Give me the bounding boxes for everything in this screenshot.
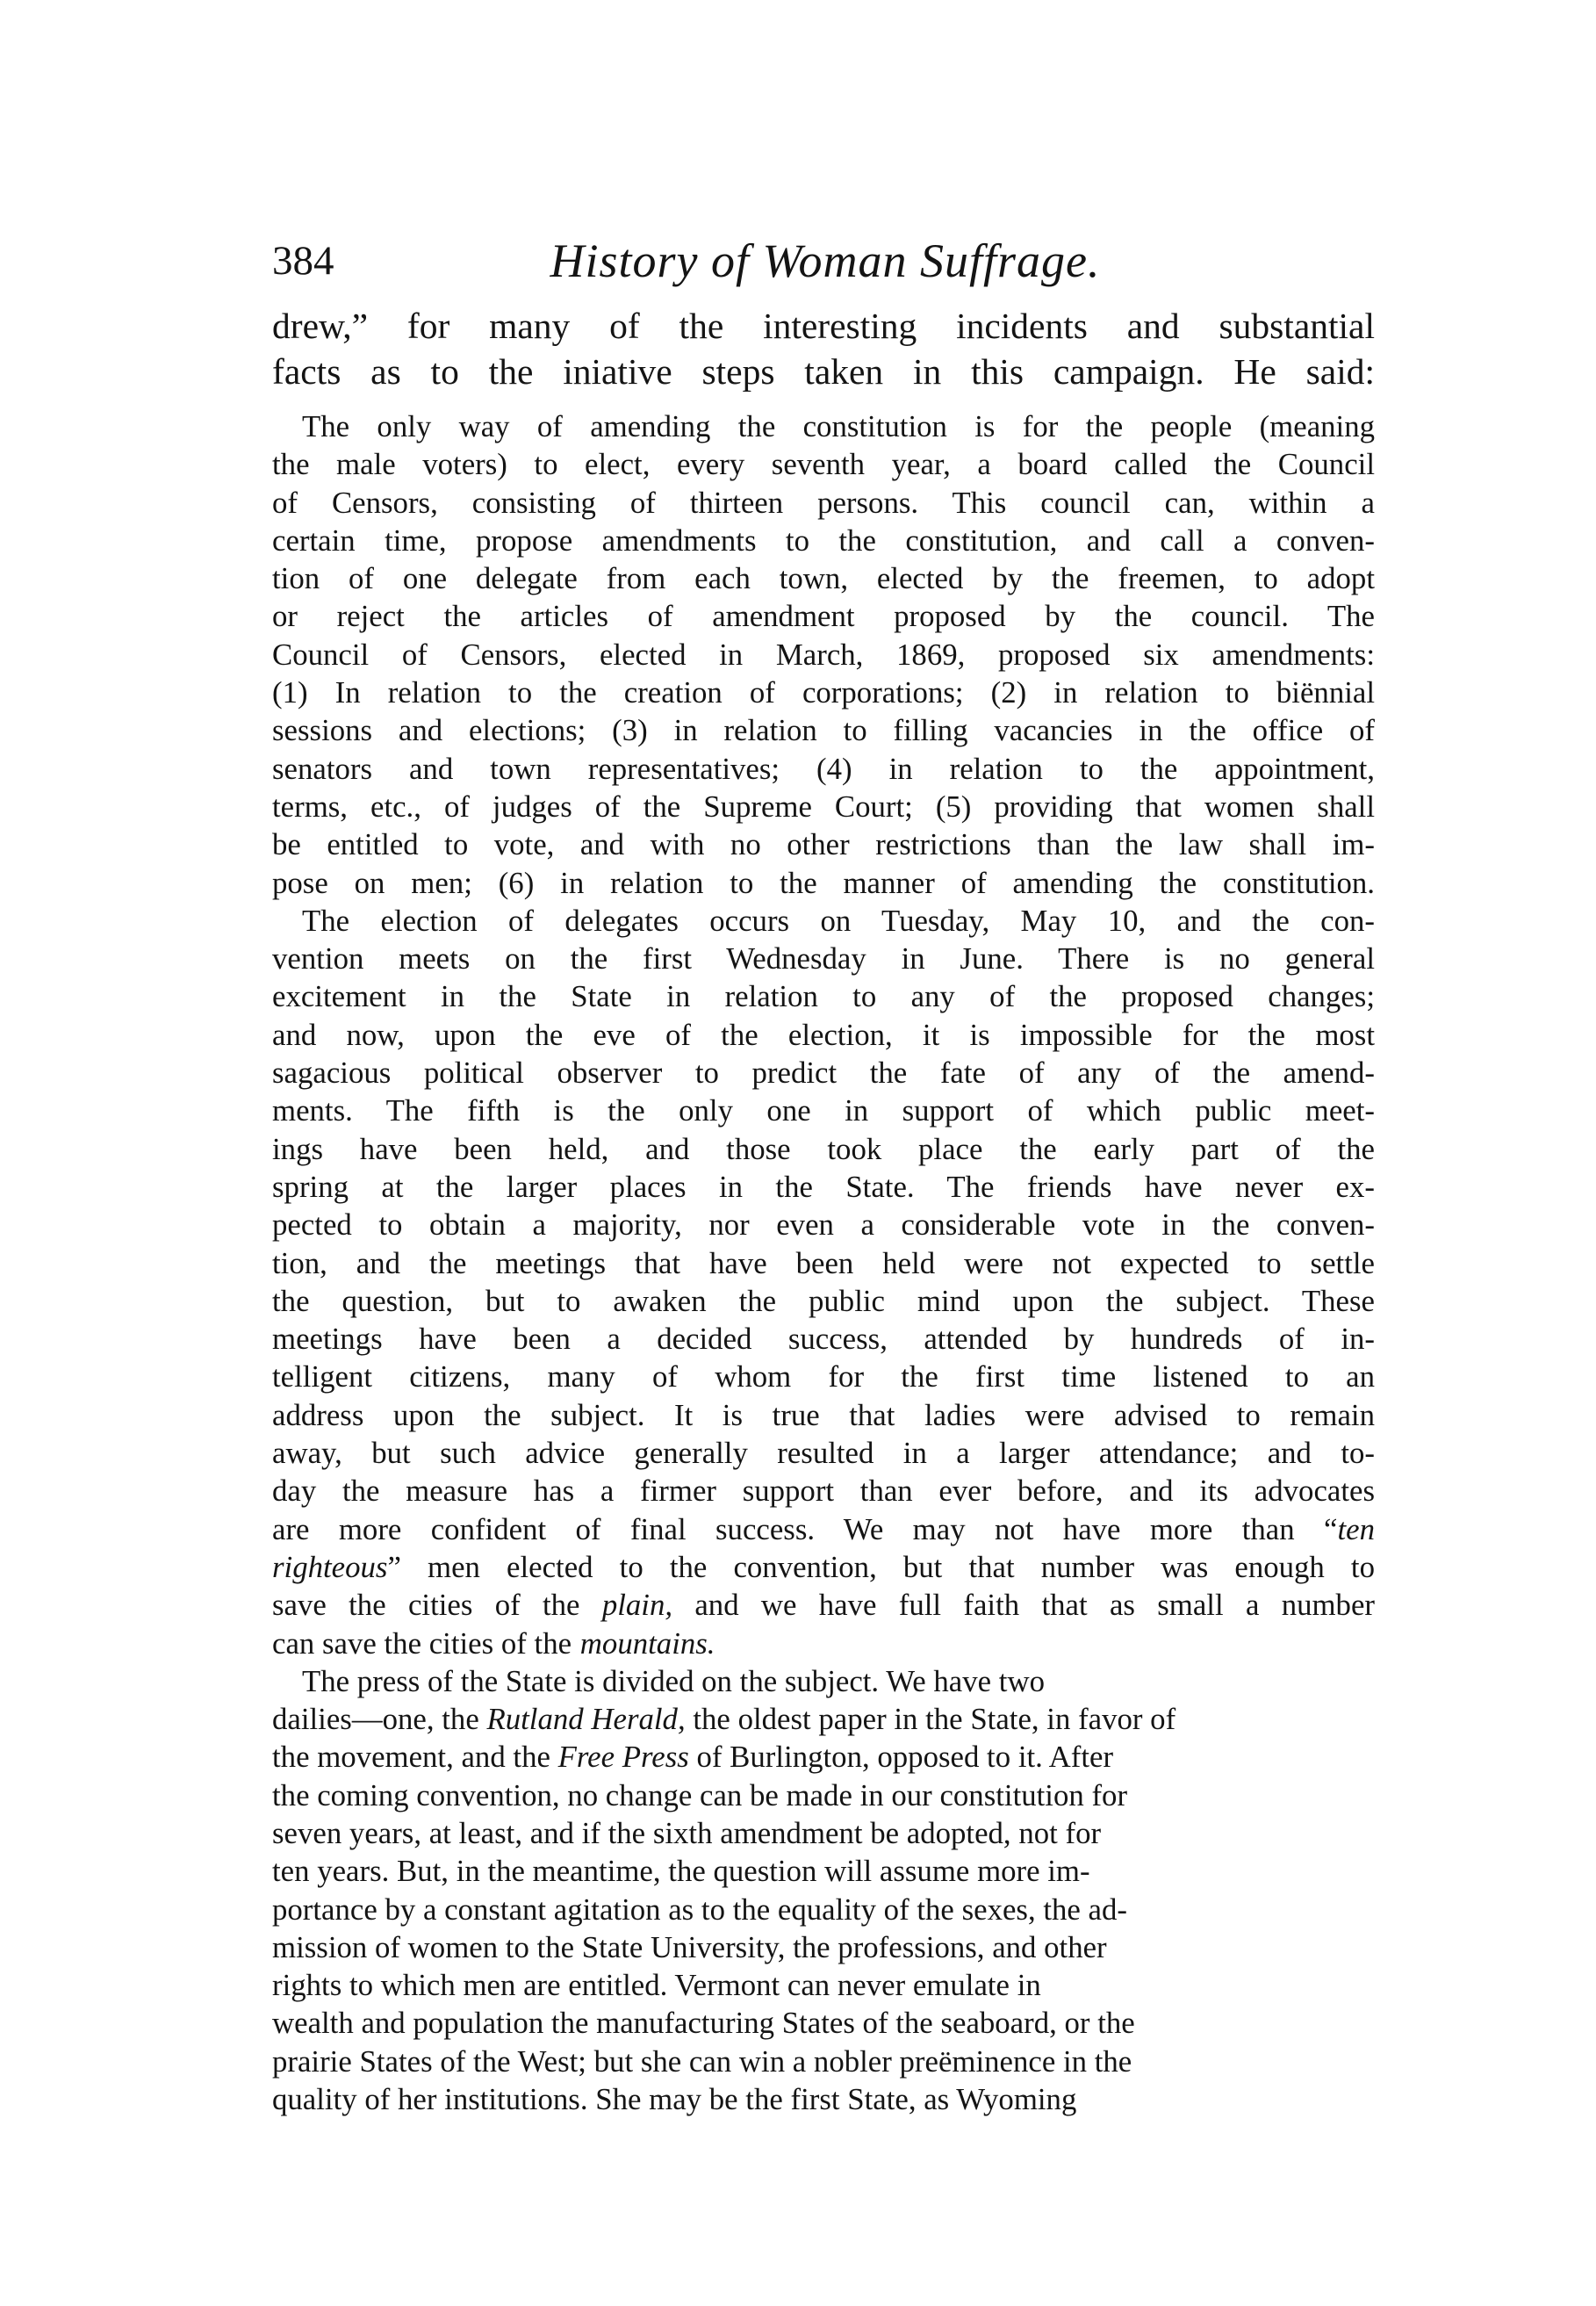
text-run: of Burlington, opposed to it. After — [688, 1740, 1114, 1775]
quoted-extract — [272, 407, 1375, 2118]
text-line — [272, 1700, 1375, 1738]
text-run: dailies—one, the — [272, 1702, 487, 1737]
italic-plain: plain, — [601, 1588, 673, 1623]
text-line: ings have been held, and those took place the early part of the — [272, 1131, 1375, 1166]
text-line: senators and town representatives; (4) in relation to the appointment, — [272, 751, 1375, 786]
text-run: are more confident of final success. We may not have more than “ — [272, 1511, 1338, 1546]
text-line: ten years. But, in the meantime, the question will assume more im- — [272, 1854, 1090, 1889]
italic-ten: ten — [1337, 1511, 1375, 1546]
text-line: away, but such advice generally resulted in a larger attendance; and to- — [272, 1436, 1375, 1471]
text-line: and now, upon the eve of the election, it is impossible for the most — [272, 1017, 1375, 1052]
italic-mountains: mountains. — [579, 1625, 715, 1661]
text-line: the question, but to awaken the public mind upon the subject. These — [272, 1283, 1375, 1318]
text-run: the oldest paper in the State, in favor of — [685, 1702, 1176, 1737]
text-line — [272, 1586, 1375, 1624]
text-line — [272, 1548, 1375, 1586]
text-line: The press of the State is divided on the subject. We have two — [302, 1663, 1045, 1698]
text-line: pose on men; (6) in relation to the manner of amending the constitution. — [272, 865, 1375, 900]
text-line: day the measure has a firmer support than ever before, and its advocates — [272, 1474, 1375, 1509]
text-line: mission of women to the State University, the professions, and other — [272, 1929, 1107, 1964]
lead-paragraph — [272, 303, 1375, 394]
extract-paragraph-2 — [272, 902, 1375, 1625]
text-line: of Censors, consisting of thirteen persons. This council can, within a — [272, 485, 1375, 520]
text-line: prairie States of the West; but she can win a nobler preëminence in the — [272, 2043, 1132, 2079]
text-line: ments. The fifth is the only one in support of which public meet- — [272, 1093, 1375, 1128]
text-run: save the cities of the — [272, 1588, 602, 1623]
text-line: (1) In relation to the creation of corporations; (2) in relation to biënnial — [272, 675, 1375, 710]
running-title: History of Woman Suffrage. — [550, 234, 1101, 287]
running-head — [272, 230, 1378, 292]
text-run: can save the cities of the — [272, 1625, 572, 1661]
text-line: seven years, at least, and if the sixth amendment be adopted, not for — [272, 1815, 1102, 1850]
text-line: pected to obtain a majority, nor even a considerable vote in the conven- — [272, 1207, 1375, 1243]
text-line: excitement in the State in relation to any of the proposed changes; — [272, 979, 1375, 1014]
text-line: The only way of amending the constitution is for the people (meaning — [302, 409, 1375, 443]
text-line: The election of delegates occurs on Tuesday, May 10, and the con- — [302, 903, 1375, 938]
text-line — [272, 1625, 1375, 1662]
page-number: 384 — [272, 238, 334, 284]
text-run: and we have full faith that as small a number — [672, 1588, 1375, 1623]
italic-rutland-herald: Rutland Herald, — [486, 1702, 686, 1737]
text-line: or reject the articles of amendment proposed by the council. The — [272, 599, 1375, 634]
extract-paragraph-3 — [272, 1662, 1375, 2119]
text-line: sessions and elections; (3) in relation to filling vacancies in the office of — [272, 713, 1375, 748]
text-line: terms, etc., of judges of the Supreme Court; (5) providing that women shall — [272, 789, 1375, 824]
italic-free-press: Free Press — [557, 1740, 689, 1775]
text-line: quality of her institutions. She may be the first State, as Wyoming — [272, 2082, 1077, 2117]
text-line: tion of one delegate from each town, elected by the freemen, to adopt — [272, 561, 1375, 596]
text-line — [272, 1738, 1375, 1776]
text-line: certain time, propose amendments to the constitution, and call a conven- — [272, 522, 1375, 558]
text-line — [272, 1510, 1375, 1548]
text-line: telligent citizens, many of whom for the first time listened to an — [272, 1359, 1375, 1394]
text-line: sagacious political observer to predict the fate of any of the amend- — [272, 1056, 1375, 1091]
text-line: the coming convention, no change can be made in our constitution for — [272, 1777, 1128, 1812]
text-line: portance by a constant agitation as to the equality of the sexes, the ad- — [272, 1892, 1127, 1927]
text-line: vention meets on the first Wednesday in June. There is no general — [272, 941, 1375, 976]
text-line: wealth and population the manufacturing States of the seaboard, or the — [272, 2006, 1135, 2041]
text-line: tion, and the meetings that have been held were not expected to settle — [272, 1245, 1375, 1280]
text-line: meetings have been a decided success, attended by hundreds of in- — [272, 1322, 1375, 1357]
text-line: drew,” for many of the interesting incidents and substantial — [272, 306, 1375, 346]
text-run: the movement, and the — [272, 1740, 558, 1775]
text-line: spring at the larger places in the State. The friends have never ex- — [272, 1169, 1375, 1204]
text-line: facts as to the iniative steps taken in this campaign. He said: — [272, 351, 1375, 392]
text-run: ” men elected to the convention, but that number was enough to — [387, 1549, 1375, 1584]
text-line: rights to which men are entitled. Vermont can never emulate in — [272, 1968, 1041, 2003]
text-line: be entitled to vote, and with no other restrictions than the law shall im- — [272, 827, 1375, 862]
lead-text — [272, 303, 1375, 394]
text-line: the male voters) to elect, every seventh year, a board called the Council — [272, 447, 1375, 482]
text-line: address upon the subject. It is true that ladies were advised to remain — [272, 1397, 1375, 1432]
extract-paragraph-1 — [272, 407, 1375, 902]
italic-righteous: righteous — [272, 1549, 388, 1584]
text-line: Council of Censors, elected in March, 1869, proposed six amendments: — [272, 637, 1375, 672]
